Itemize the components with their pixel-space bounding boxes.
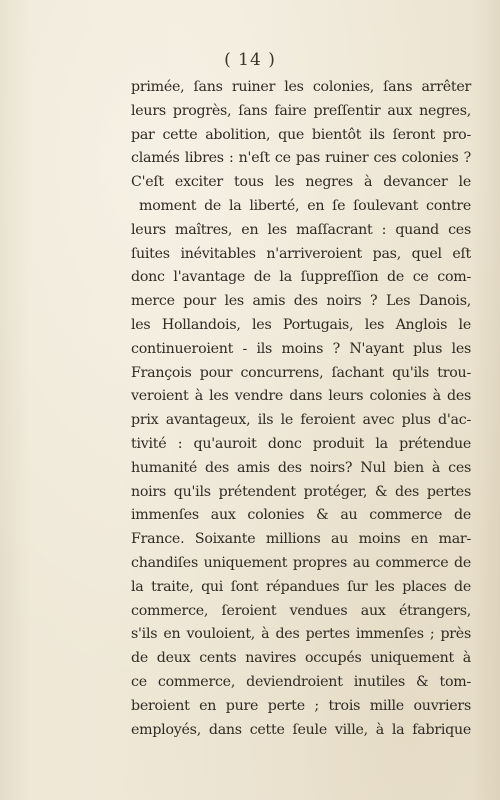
text-line: C'eſt exciter tous les negres à devancer le [131, 174, 471, 191]
text-line: veroient à les vendre dans leurs colonies à des [131, 388, 471, 405]
text-line: moment de la liberté, en ſe ſoulevant contre [139, 197, 471, 214]
text-line: leurs maîtres, en les maſſacrant : quand ces [131, 221, 471, 238]
text-line: immenſes aux colonies & au commerce de [131, 507, 471, 524]
body-text [131, 76, 471, 742]
text-line: ſuites inévitables n'arriveroient pas, quel eſt [131, 245, 471, 262]
text-line: continueroient - ils moins ? N'ayant plus les [131, 340, 471, 357]
text-line: tivité : qu'auroit donc produit la prétendue [131, 435, 471, 452]
text-line: commerce, ſeroient vendues aux étrangers, [131, 602, 471, 619]
text-line: ce commerce, deviendroient inutiles & tom- [131, 673, 471, 690]
text-line: donc l'avantage de la ſuppreſſion de ce com- [131, 269, 471, 286]
text-line: la traite, qui ſont répandues ſur les places de [131, 578, 471, 595]
text-line: noirs qu'ils prétendent protéger, & des pertes [131, 483, 471, 500]
text-line: leurs progrès, ſans faire preſſentir aux negres, [131, 102, 471, 119]
page-number: ( 14 ) [224, 50, 276, 70]
text-line: primée, ſans ruiner les colonies, ſans arrêter [131, 79, 471, 95]
text-line: clamés libres : n'eſt ce pas ruiner ces colonies ? [131, 150, 471, 167]
text-line: merce pour les amis des noirs ? Les Danois, [131, 293, 471, 310]
text-line: s'ils en vouloient, à des pertes immenſes ; près [131, 626, 471, 643]
text-line: humanité des amis des noirs? Nul bien à ces [131, 459, 471, 476]
text-line: employés, dans cette ſeule ville, à la fabrique [131, 721, 471, 738]
text-line: France. Soixante millions au moins en mar- [131, 531, 471, 548]
text-line: les Hollandois, les Portugais, les Anglois le [131, 316, 471, 333]
text-line: beroient en pure perte ; trois mille ouvriers [131, 697, 471, 714]
text-line: prix avantageux, ils le feroient avec plus d'ac- [131, 412, 471, 429]
text-line: chandiſes uniquement propres au commerce de [131, 554, 471, 571]
text-line: par cette abolition, que bientôt ils ſeront pro- [131, 126, 471, 143]
text-line: de deux cents navires occupés uniquement à [131, 650, 471, 667]
text-line: François pour concurrens, ſachant qu'ils trou- [131, 364, 471, 381]
